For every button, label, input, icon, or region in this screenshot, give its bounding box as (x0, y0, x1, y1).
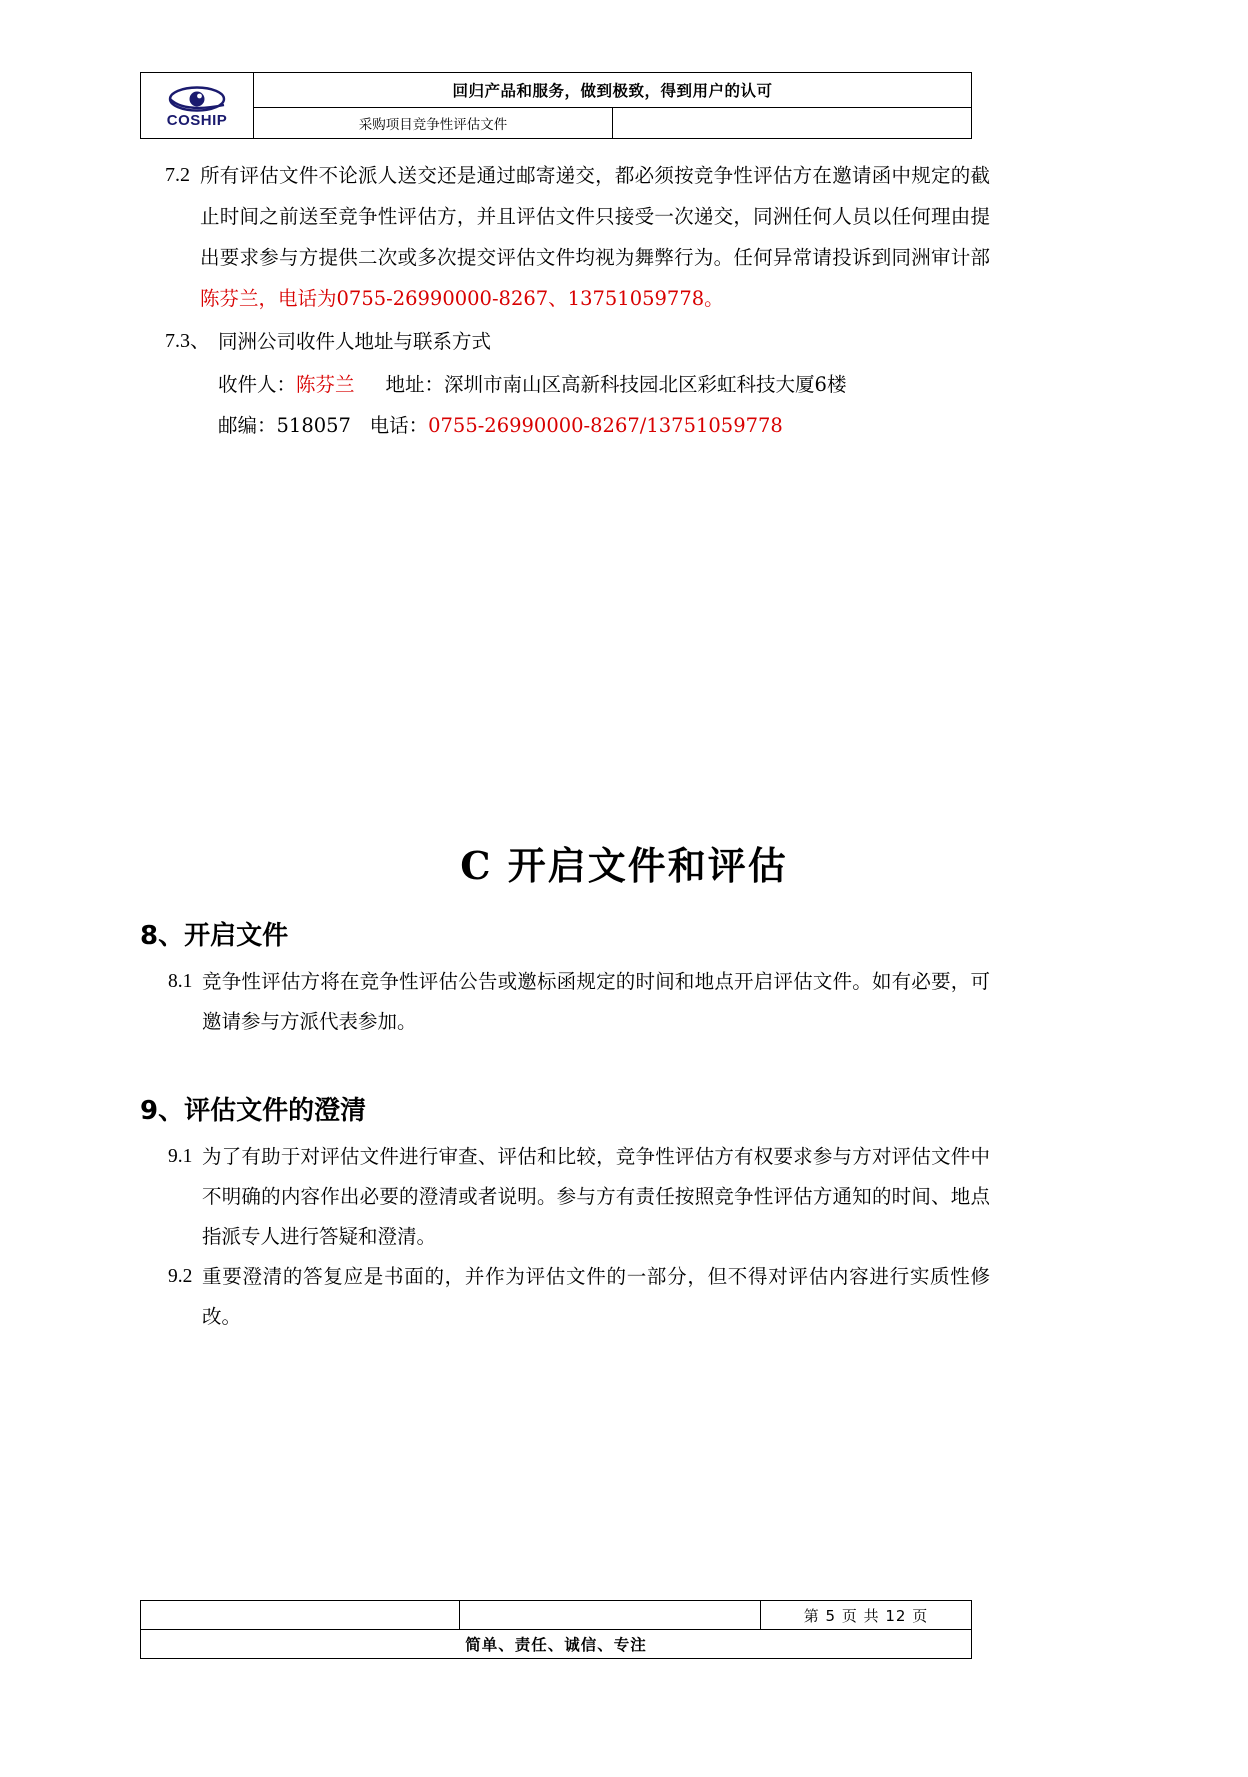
phone-label: 电话： (369, 414, 429, 437)
document-body (140, 155, 990, 446)
clause-9-1 (140, 1137, 990, 1257)
part-c-heading: C 开启文件和评估 (460, 843, 788, 888)
clause-7-2-text-red: 陈芬兰，电话为0755-26990000-8267、13751059778。 (200, 287, 724, 310)
section-8 (140, 915, 990, 1042)
recipient-value: 陈芬兰 (296, 373, 355, 396)
company-logo-cell (141, 73, 254, 139)
footer-slogan: 简单、责任、诚信、专注 (141, 1630, 972, 1659)
contact-line-recipient (140, 364, 990, 405)
contact-line-postcode-phone (140, 405, 990, 446)
clause-9-2-number: 9.2 (168, 1266, 193, 1287)
clause-8-1-text: 竞争性评估方将在竞争性评估公告或邀标函规定的时间和地点开启评估文件。如有必要，可邀请参与方派代表参加。 (202, 970, 990, 1033)
footer-blank-cell-2 (460, 1601, 761, 1630)
clause-7-2 (140, 155, 990, 319)
address-value: 深圳市南山区高新科技园北区彩虹科技大厦6楼 (444, 373, 847, 396)
section-8-heading: 8、开启文件 (140, 921, 289, 951)
address-label: 地址： (385, 373, 445, 396)
document-footer-table (140, 1600, 972, 1659)
clause-7-2-text-black: 所有评估文件不论派人送交还是通过邮寄递交，都必须按竞争性评估方在邀请函中规定的截止时间之前送至竞争性评估方，并且评估文件只接受一次递交，同洲任何人员以任何理由提出要求参与方提供二次或多次提交评估文件均视为舞弊行为。任何异常请投诉到同洲审计部 (200, 164, 990, 269)
clause-9-1-number: 9.1 (168, 1146, 193, 1167)
clause-8-1-number: 8.1 (168, 971, 193, 992)
footer-page-number: 第 5 页 共 12 页 (761, 1601, 972, 1630)
header-slogan: 回归产品和服务，做到极致，得到用户的认可 (254, 73, 972, 108)
clause-7-3-number: 7.3、 (165, 330, 210, 352)
header-blank-cell (613, 108, 972, 139)
recipient-label: 收件人： (218, 373, 297, 396)
postcode-value: 518057 (276, 414, 351, 437)
header-document-title: 采购项目竞争性评估文件 (254, 108, 613, 139)
document-header-table (140, 72, 972, 139)
clause-7-3 (140, 321, 990, 362)
clause-8-1 (140, 962, 990, 1042)
phone-value: 0755-26990000-8267/13751059778 (428, 414, 783, 437)
clause-9-2-text: 重要澄清的答复应是书面的，并作为评估文件的一部分，但不得对评估内容进行实质性修改。 (202, 1265, 990, 1328)
eye-logo-icon (168, 86, 226, 112)
section-9-heading: 9、评估文件的澄清 (140, 1096, 367, 1126)
footer-blank-cell-1 (141, 1601, 460, 1630)
clause-7-3-text: 同洲公司收件人地址与联系方式 (218, 330, 492, 353)
clause-9-2 (140, 1257, 990, 1337)
section-9 (140, 1090, 990, 1337)
company-logo-text: COSHIP (166, 111, 228, 129)
postcode-label: 邮编： (218, 414, 277, 437)
clause-9-1-text: 为了有助于对评估文件进行审查、评估和比较，竞争性评估方有权要求参与方对评估文件中不明确的内容作出必要的澄清或者说明。参与方有责任按照竞争性评估方通知的时间、地点指派专人进行答疑和澄清。 (202, 1145, 990, 1248)
clause-7-2-number: 7.2 (165, 164, 190, 186)
clause-7-2-text (200, 155, 990, 319)
